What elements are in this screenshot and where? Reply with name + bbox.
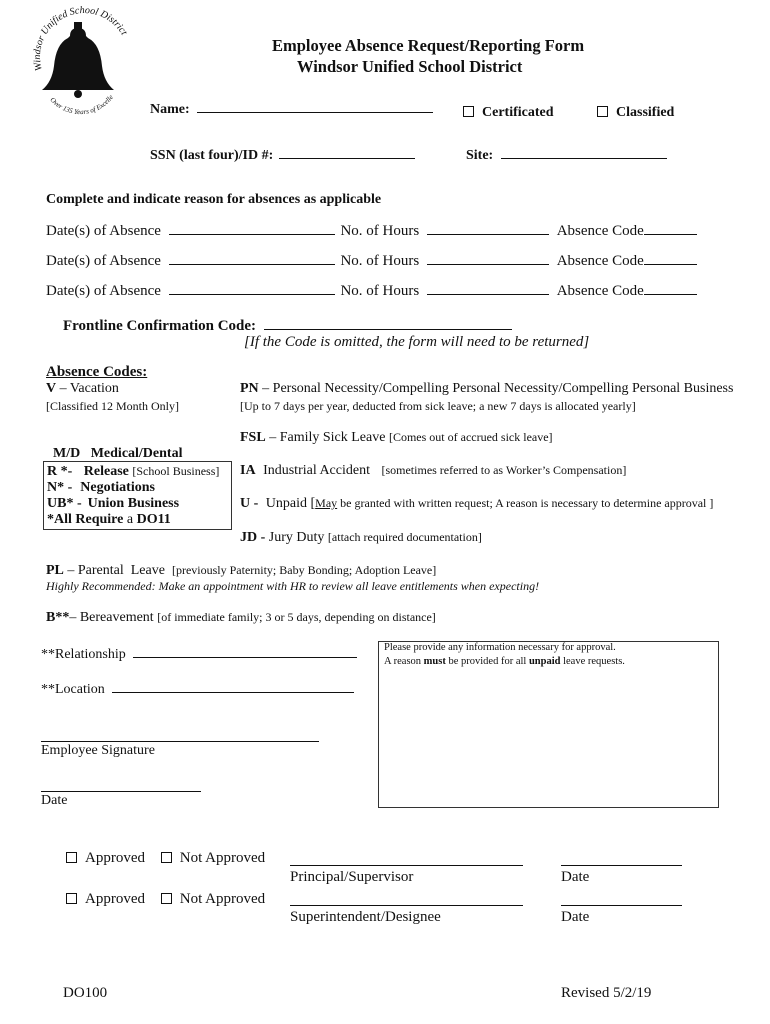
site-input-line[interactable] [501,144,667,159]
code-parental-leave: PL – Parental Leave [previously Paternity; Baby Bonding; Adoption Leave] [46,563,437,578]
certificated-checkbox[interactable] [463,105,554,121]
info-box-line2: A reason must be provided for all unpaid leave requests. [384,656,625,667]
not-approved-label: Not Approved [179,850,266,866]
not-approved-checkbox[interactable] [161,852,172,863]
approval-row-superintendent[interactable] [66,891,265,908]
site-label: Site: [466,148,494,163]
approved-label: Approved [85,850,145,866]
ssn-field[interactable] [150,144,415,164]
employee-signature-label: Employee Signature [41,743,155,758]
code-unpaid: U - Unpaid [May be granted with written request; A reason is necessary to determine approval ] [240,496,714,511]
name-field[interactable] [150,98,433,118]
absence-row[interactable] [46,280,697,300]
certificated-label: Certificated [482,105,554,120]
district-logo [28,4,136,116]
relationship-field[interactable] [41,643,357,663]
not-approved-label: Not Approved [179,891,266,907]
code-input-line[interactable] [644,220,697,235]
absence-codes-heading: Absence Codes: [46,364,148,380]
not-approved-checkbox[interactable] [161,893,172,904]
instructions: Complete and indicate reason for absences as applicable [46,192,382,207]
code-personal-necessity: PN – Personal Necessity/Compelling Personal Necessity/Compelling Personal Business [240,381,734,396]
code-personal-necessity-note: [Up to 7 days per year, deducted from sick leave; a new 7 days is allocated yearly] [240,399,636,413]
bell-icon [42,28,114,90]
hours-input-line[interactable] [427,220,549,235]
date-label: Date [41,793,68,808]
absence-row[interactable] [46,220,697,240]
code-vacation: V – Vacation [46,381,119,396]
info-box-line1: Please provide any information necessary for approval. [384,642,616,653]
superintendent-signature-line[interactable] [290,905,523,906]
frontline-label: Frontline Confirmation Code: [63,318,257,334]
dates-input-line[interactable] [169,220,335,235]
code-negotiations: N* - Negotiations [47,480,155,495]
classified-box[interactable] [597,106,608,117]
date-line[interactable] [41,791,201,792]
name-input-line[interactable] [197,98,433,113]
code-label: Absence Code [556,223,644,239]
dates-input-line[interactable] [169,250,335,265]
principal-signature-line[interactable] [290,865,523,866]
location-field[interactable] [41,678,354,698]
district-name: Windsor Unified School District [297,57,523,76]
dates-label: Date(s) of Absence [46,253,161,269]
frontline-note: [If the Code is omitted, the form will need to be returned] [244,334,590,350]
hours-label: No. of Hours [340,283,420,299]
code-input-line[interactable] [644,280,697,295]
code-industrial-accident: IA Industrial Accident [sometimes referred to as Worker’s Compensation] [240,463,627,478]
dates-label: Date(s) of Absence [46,223,161,239]
hours-label: No. of Hours [340,223,420,239]
code-family-sick-leave: FSL – Family Sick Leave [Comes out of accrued sick leave] [240,430,553,445]
principal-role-label: Principal/Supervisor [290,869,414,885]
approved-checkbox[interactable] [66,852,77,863]
absence-row[interactable] [46,250,697,270]
relationship-label: **Relationship [41,647,126,662]
form-id: DO100 [63,985,108,1001]
hours-label: No. of Hours [340,253,420,269]
code-union-business: UB* - Union Business [47,496,180,511]
relationship-input-line[interactable] [133,643,357,658]
superintendent-date-line[interactable] [561,905,682,906]
superintendent-date-label: Date [561,909,590,925]
classified-label: Classified [616,105,675,120]
location-label: **Location [41,682,105,697]
parental-leave-recommendation: Highly Recommended: Make an appointment with HR to review all leave entitlements when expecting! [46,579,540,593]
site-field[interactable] [466,144,667,164]
code-do11-note: *All Require a DO11 [47,512,171,527]
employee-signature-line[interactable] [41,741,319,742]
approved-label: Approved [85,891,145,907]
ssn-label: SSN (last four)/ID #: [150,148,274,163]
dates-label: Date(s) of Absence [46,283,161,299]
superintendent-role-label: Superintendent/Designee [290,909,441,925]
approval-row-principal[interactable] [66,850,265,867]
classified-checkbox[interactable] [597,105,674,121]
frontline-field[interactable] [63,315,512,335]
hours-input-line[interactable] [427,280,549,295]
code-label: Absence Code [556,283,644,299]
location-input-line[interactable] [112,678,354,693]
code-vacation-note: [Classified 12 Month Only] [46,399,179,413]
code-medical-dental: M/D Medical/Dental [53,446,183,461]
principal-date-label: Date [561,869,590,885]
ssn-input-line[interactable] [279,144,415,159]
logo-arc-top: Windsor Unified School District [32,4,130,72]
code-input-line[interactable] [644,250,697,265]
form-title: Employee Absence Request/Reporting Form [272,36,585,55]
principal-date-line[interactable] [561,865,682,866]
code-bereavement: B**– Bereavement [of immediate family; 3 or 5 days, depending on distance] [46,610,436,625]
code-label: Absence Code [556,253,644,269]
name-label: Name: [150,102,190,117]
revised-date: Revised 5/2/19 [561,985,652,1001]
approved-checkbox[interactable] [66,893,77,904]
hours-input-line[interactable] [427,250,549,265]
logo-arc-bottom: Over 135 Years of Excelle [48,93,115,116]
dates-input-line[interactable] [169,280,335,295]
code-jury-duty: JD - Jury Duty [attach required documentation] [240,530,482,545]
certificated-box[interactable] [463,106,474,117]
frontline-input-line[interactable] [264,315,512,330]
code-release: R *- Release [School Business] [47,464,220,479]
